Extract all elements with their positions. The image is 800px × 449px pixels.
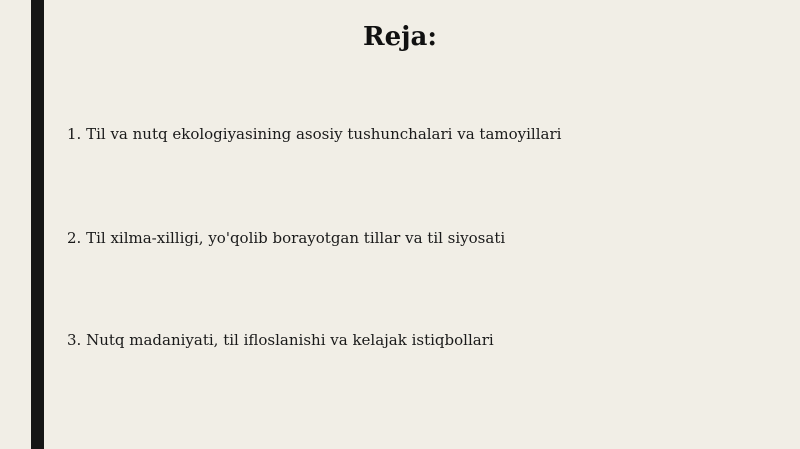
plan-item-1: 1. Til va nutq ekologiyasining asosiy tushunchalari va tamoyillari bbox=[67, 125, 562, 143]
slide-title: Reja: bbox=[362, 22, 437, 52]
plan-item-3: 3. Nutq madaniyati, til ifloslanishi va kelajak istiqbollari bbox=[67, 331, 494, 349]
plan-item-2: 2. Til xilma-xilligi, yo'qolib borayotgan tillar va til siyosati bbox=[67, 229, 506, 247]
accent-bar bbox=[31, 0, 44, 449]
